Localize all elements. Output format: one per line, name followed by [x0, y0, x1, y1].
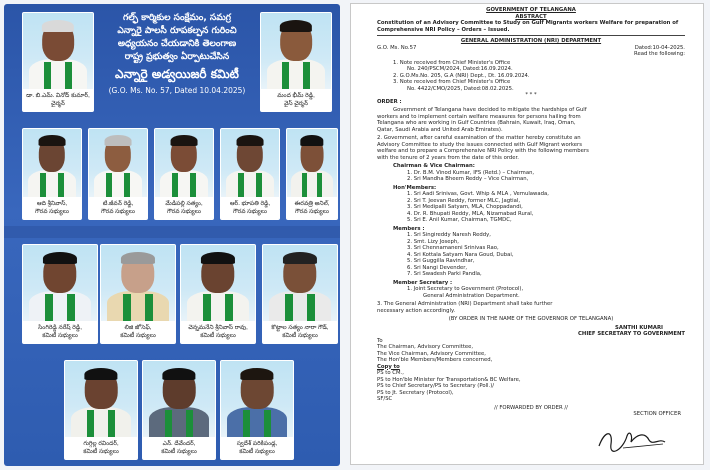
- portrait-scarf: [172, 173, 178, 197]
- member-role: కమిటీ సభ్యులు: [120, 333, 156, 339]
- portrait-scarf: [186, 410, 193, 437]
- portrait-hair: [39, 135, 66, 146]
- portrait-shirt: [187, 291, 249, 321]
- portrait-shirt: [149, 407, 210, 437]
- member-role: కమిటీ సభ్యులు: [200, 333, 236, 339]
- portrait-scarf: [285, 294, 292, 321]
- portrait-scarf: [87, 410, 94, 437]
- member-caption: [65, 437, 137, 459]
- member-name: గుగ్గిల్ల రవిందర్,: [83, 441, 119, 447]
- member-caption: [23, 321, 97, 343]
- doc-member-entry: 5. Sri Guggilla Ravindhar,: [407, 258, 475, 264]
- doc-reference: No. 4422/CMO/2025, Dated:08.02.2025.: [407, 85, 514, 92]
- poster-committee-name: ఎన్నారై అడ్వయిజరీ కమిటీ: [115, 67, 239, 81]
- member-caption: [23, 89, 93, 111]
- member-role: కమిటీ సభ్యులు: [282, 333, 318, 339]
- doc-to-label: To: [377, 337, 383, 344]
- member-photo-card: [64, 360, 138, 460]
- member-photo-card: [220, 360, 294, 460]
- portrait-hair: [121, 252, 155, 264]
- portrait-scarf: [307, 294, 314, 321]
- doc-divider-stars: * * *: [525, 92, 537, 98]
- doc-para1-line: workers and to implement certain welfare measures for persons hailing from: [377, 113, 581, 120]
- portrait-scarf: [65, 62, 72, 89]
- portrait-scarf: [225, 294, 232, 321]
- portrait-scarf: [256, 173, 262, 197]
- doc-to-entry: The Hon'ble Members/Members concerned,: [377, 357, 493, 363]
- member-portrait: [23, 13, 93, 89]
- member-portrait: [221, 361, 293, 437]
- member-portrait: [263, 245, 337, 321]
- committee-poster: [4, 4, 340, 466]
- doc-go-number: G.O. Ms. No.57: [377, 44, 417, 51]
- doc-reference: 2. G.O.Ms.No. 205, G.A (NRI) Dept., Dt. 16.09.2024.: [393, 72, 530, 79]
- portrait-scarf: [45, 294, 52, 321]
- member-caption: [155, 197, 213, 219]
- doc-para1-line: Qatar, Saudi Arabia and United Arab Emirates).: [377, 126, 503, 133]
- member-caption: [221, 437, 293, 459]
- member-photo-card: [22, 128, 82, 220]
- member-photo-card: [260, 12, 332, 112]
- doc-para3-line: necessary action accordingly.: [377, 307, 456, 314]
- doc-para2-line: with the tenure of 2 years from the date of this order.: [377, 154, 519, 161]
- member-role: కమిటీ సభ్యులు: [161, 449, 197, 455]
- doc-para2-line: 2. Government, after careful examination of the matter hereby constitute an: [377, 135, 581, 141]
- doc-member-entry: 7. Sri Swadesh Parki Pandla,: [407, 271, 482, 277]
- portrait-scarf: [145, 294, 152, 321]
- signature-mark: [593, 426, 673, 454]
- member-photo-card: [22, 244, 98, 344]
- doc-hon-entry: 4. Dr. R. Bhupati Reddy, MLA, Nizamabad Rural,: [407, 210, 534, 217]
- member-role: గౌరవ సభ్యులు: [295, 209, 329, 215]
- doc-para2-line: Advisory Committee to study the issues connected with Gulf Migrant workers: [377, 141, 582, 148]
- portrait-scarf: [282, 62, 289, 89]
- doc-member-entry: 3. Sri Chennamaneni Srinivas Rao,: [407, 245, 499, 251]
- doc-hon-heading: Hon'Members:: [393, 184, 437, 191]
- portrait-shirt: [71, 407, 132, 437]
- member-role: గౌరవ సభ్యులు: [101, 209, 135, 215]
- portrait-scarf: [124, 173, 130, 197]
- doc-para1-line: Government of Telangana have decided to mitigate the hardships of Gulf: [393, 107, 587, 113]
- doc-member-entry: 4. Sri Kottala Satyam Nara Goud, Dubai,: [407, 251, 514, 258]
- portrait-scarf: [190, 173, 196, 197]
- doc-reference: 3. Note received from Chief Minister's Office: [393, 79, 511, 85]
- poster-title-line: అధ్యయనం చేయడానికి తెలంగాణ: [117, 39, 237, 49]
- member-name: టి.జీవన్ రెడ్డి,: [102, 201, 134, 207]
- member-photo-card: [262, 244, 338, 344]
- portrait-shirt: [226, 170, 275, 197]
- portrait-hair: [84, 368, 117, 380]
- portrait-scarf: [58, 173, 64, 197]
- portrait-shirt: [160, 170, 209, 197]
- portrait-shirt: [94, 170, 143, 197]
- doc-member-entry: 6. Sri Nangi Devender,: [407, 264, 468, 271]
- member-photo-card: [142, 360, 216, 460]
- member-portrait: [181, 245, 255, 321]
- doc-secretary-entry: 1. Joint Secretary to Government (Protocol),: [407, 286, 524, 292]
- doc-government-header: GOVERNMENT OF TELANGANA: [486, 7, 576, 13]
- member-portrait: [287, 129, 337, 197]
- member-portrait: [143, 361, 215, 437]
- member-caption: [143, 437, 215, 459]
- member-caption: [287, 197, 337, 219]
- poster-title-line: రాష్ట్ర ప్రభుత్వం ఏర్పాటుచేసిన: [124, 52, 230, 62]
- member-caption: [263, 321, 337, 343]
- portrait-scarf: [303, 62, 310, 89]
- member-portrait: [101, 245, 175, 321]
- doc-para3-line: 3. The General Administration (NRI) Department shall take further: [377, 301, 553, 307]
- member-role: కమిటీ సభ్యులు: [42, 333, 78, 339]
- member-caption: [261, 89, 331, 111]
- member-name: సింగిరెడ్డి నరేష్ రెడ్డి,: [38, 325, 82, 331]
- member-photo-card: [154, 128, 214, 220]
- doc-copy-entry: SF/SC: [377, 396, 393, 402]
- doc-read-label: Read the following:: [634, 51, 685, 57]
- member-role: కమిటీ సభ్యులు: [83, 449, 119, 455]
- member-role: చైర్మన్: [51, 101, 65, 107]
- doc-hon-entry: 1. Sri Aadi Srinivas, Govt. Whip & MLA , Vemulawada,: [407, 191, 549, 197]
- doc-chair-entry: 2. Sri Mandha Bheem Reddy – Vice Chairman,: [407, 176, 529, 182]
- doc-reference: 1. Note received from Chief Minister's Office: [393, 59, 511, 66]
- doc-order-label: ORDER :: [377, 98, 402, 105]
- doc-copy-entry: PS to Chief Secretary/PS to Secretary (Poll.)/: [377, 383, 495, 389]
- doc-chair-entry: 1. Dr. B.M. Vinod Kumar, IFS (Retd.) – Chairman,: [407, 169, 535, 176]
- portrait-scarf: [203, 294, 210, 321]
- member-caption: [221, 197, 279, 219]
- portrait-scarf: [67, 294, 74, 321]
- member-name: స్వదేశ్ పరికిపండ్ల,: [236, 441, 278, 447]
- member-caption: [181, 321, 255, 343]
- member-photo-card: [100, 244, 176, 344]
- portrait-scarf: [40, 173, 46, 197]
- poster-stripe: [4, 226, 340, 238]
- member-portrait: [23, 129, 81, 197]
- doc-hon-entry: 5. Sri E. Anil Kumar, Chairman, TGMDC,: [407, 217, 512, 223]
- portrait-hair: [283, 252, 317, 264]
- doc-members-heading: Members :: [393, 225, 425, 232]
- member-role: వైస్ చైర్మన్: [284, 101, 308, 107]
- portrait-hair: [240, 368, 273, 380]
- member-name: ఈరవత్రి అనిల్,: [294, 201, 330, 207]
- member-role: గౌరవ సభ్యులు: [35, 209, 69, 215]
- portrait-scarf: [302, 173, 307, 197]
- portrait-shirt: [29, 291, 91, 321]
- portrait-hair: [105, 135, 132, 146]
- doc-abstract-header: ABSTRACT: [515, 13, 547, 20]
- doc-abstract-text: Constitution of an Advisory Committee to Study on Gulf Migrants workers Welfare for preparation of Comprehensive NRI Policy – Orders – Issued.: [377, 20, 679, 33]
- member-portrait: [89, 129, 147, 197]
- member-portrait: [65, 361, 137, 437]
- portrait-scarf: [108, 410, 115, 437]
- member-portrait: [155, 129, 213, 197]
- doc-copy-label: Copy to: [377, 363, 400, 370]
- member-name: ఆర్. భూపతి రెడ్డి,: [229, 201, 271, 207]
- member-role: కమిటీ సభ్యులు: [239, 449, 275, 455]
- poster-title: [102, 12, 252, 97]
- doc-copy-entry: PS to CM.,: [377, 370, 404, 376]
- doc-reference: No. 240/PSCM/2024, Dated:16.09.2024.: [407, 66, 513, 72]
- member-photo-card: [180, 244, 256, 344]
- portrait-hair: [171, 135, 198, 146]
- portrait-shirt: [29, 59, 88, 89]
- portrait-hair: [300, 135, 323, 146]
- doc-member-entry: 1. Sri Singireddy Naresh Reddy,: [407, 232, 491, 238]
- doc-member-entry: 2. Smt. Lizy Joseph,: [407, 238, 459, 245]
- doc-chair-heading: Chairman & Vice Chairman:: [393, 163, 475, 169]
- portrait-shirt: [267, 59, 326, 89]
- member-caption: [101, 321, 175, 343]
- member-role: గౌరవ సభ్యులు: [233, 209, 267, 215]
- member-photo-card: [22, 12, 94, 112]
- portrait-hair: [162, 368, 195, 380]
- member-photo-card: [286, 128, 338, 220]
- member-name: లిజి జోసెఫ్,: [124, 325, 152, 331]
- portrait-scarf: [123, 294, 130, 321]
- member-name: డా. బి.ఎమ్. వినోద్ కుమార్,: [26, 93, 90, 99]
- government-order-document: [350, 3, 704, 465]
- portrait-hair: [280, 20, 312, 32]
- doc-signer-name: SANTHI KUMARI: [615, 324, 663, 331]
- poster-title-line: గల్ఫ్ కార్మికుల సంక్షేమం, సమగ్ర: [122, 13, 231, 23]
- doc-copy-entry: PS to Hon'ble Minister for Transportation& BC Welfare,: [377, 376, 521, 383]
- doc-section-officer: SECTION OFFICER: [633, 411, 681, 417]
- doc-para1-line: Telangana who are working in Gulf Countries (Bahrain, Kuwait, Iraq, Oman,: [377, 120, 576, 126]
- doc-go-date: Dated:10-04-2025.: [634, 44, 685, 51]
- poster-go-reference: (G.O. Ms. No. 57, Dated 10.04.2025): [108, 86, 246, 95]
- portrait-shirt: [28, 170, 77, 197]
- portrait-hair: [201, 252, 235, 264]
- poster-title-line: ఎన్నారై పాలసీ రూపకల్పన గురించి: [117, 26, 237, 36]
- doc-secretary-heading: Member Secretary :: [393, 279, 453, 286]
- member-name: చెన్నమనేని శ్రీనివాస్ రావు,: [188, 325, 248, 331]
- doc-divider: [377, 35, 685, 36]
- portrait-scarf: [317, 173, 322, 197]
- doc-copy-entry: PS to Jt. Secretary (Protocol),: [377, 389, 454, 396]
- member-photo-card: [220, 128, 280, 220]
- doc-to-entry: The Chairman, Advisory Committee,: [377, 344, 474, 350]
- member-portrait: [261, 13, 331, 89]
- portrait-scarf: [44, 62, 51, 89]
- portrait-scarf: [264, 410, 271, 437]
- member-caption: [89, 197, 147, 219]
- member-name: కొట్టాల సత్యం నారా గౌడ్,: [271, 325, 329, 331]
- portrait-scarf: [165, 410, 172, 437]
- member-caption: [23, 197, 81, 219]
- portrait-scarf: [106, 173, 112, 197]
- member-role: గౌరవ సభ్యులు: [167, 209, 201, 215]
- doc-hon-entry: 3. Sri Medipalli Satyam, MLA, Choppadandi,: [407, 204, 523, 210]
- doc-para2-line: welfare and to prepare a Comprehensive NRI Policy with the following members: [377, 148, 589, 154]
- portrait-scarf: [238, 173, 244, 197]
- member-photo-card: [88, 128, 148, 220]
- doc-to-entry: The Vice Chairman, Advisory Committee,: [377, 350, 486, 357]
- doc-signer-title: CHIEF SECRETARY TO GOVERNMENT: [578, 331, 685, 337]
- member-name: ఎన్. దేవేందర్,: [162, 441, 196, 447]
- portrait-shirt: [291, 170, 333, 197]
- member-name: మంద భీమ్ రెడ్డి,: [277, 93, 315, 99]
- doc-by-order: (BY ORDER IN THE NAME OF THE GOVERNOR OF TELANGANA): [448, 316, 614, 322]
- member-portrait: [23, 245, 97, 321]
- doc-secretary-entry: General Administration Department.: [423, 292, 520, 299]
- doc-forwarded: // FORWARDED BY ORDER //: [494, 404, 568, 411]
- portrait-scarf: [243, 410, 250, 437]
- doc-hon-entry: 2. Sri T. Jeevan Reddy, former MLC, Jagtial,: [407, 197, 521, 204]
- portrait-shirt: [107, 291, 169, 321]
- portrait-hair: [42, 20, 74, 32]
- member-name: మేడిపల్లి సత్యం,: [165, 201, 203, 207]
- portrait-shirt: [269, 291, 331, 321]
- portrait-hair: [43, 252, 77, 264]
- portrait-hair: [237, 135, 264, 146]
- portrait-shirt: [227, 407, 288, 437]
- member-name: ఆది శ్రీనివాస్,: [36, 201, 68, 207]
- member-portrait: [221, 129, 279, 197]
- doc-department: GENERAL ADMINISTRATION (NRI) DEPARTMENT: [460, 38, 602, 44]
